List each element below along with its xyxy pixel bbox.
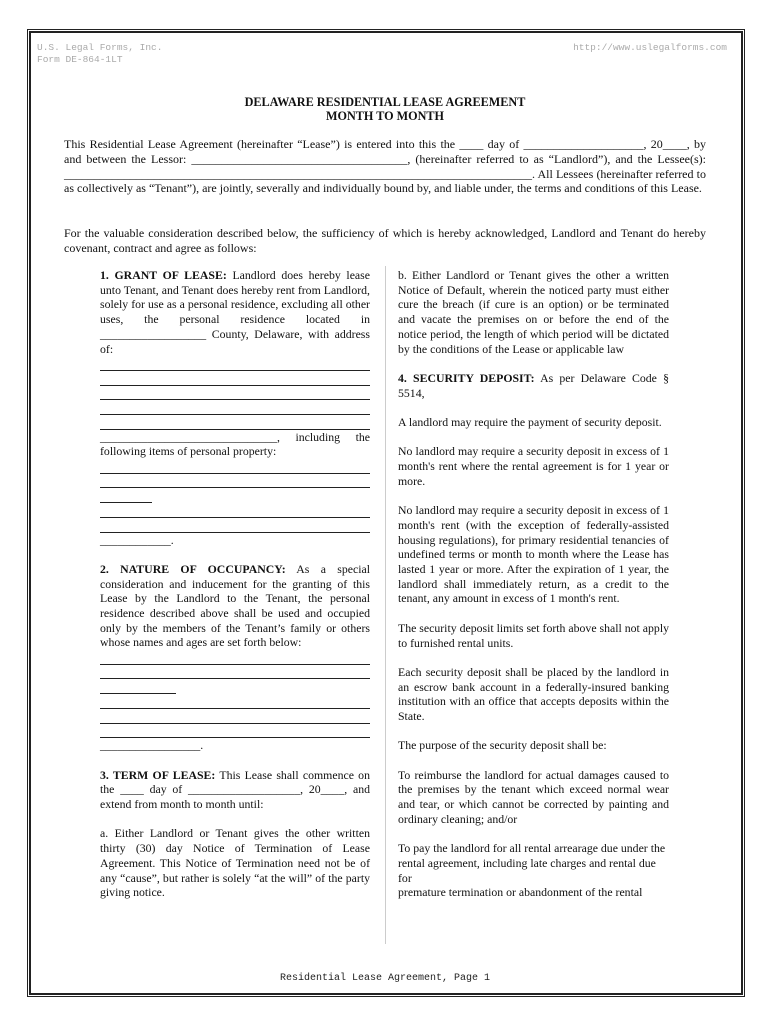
- spacer: [398, 650, 669, 665]
- deposit-purpose-heading: The purpose of the security deposit shall be:: [398, 738, 607, 753]
- occupant-line-6[interactable]: [100, 724, 370, 739]
- deposit-purpose-arrearage-cont: premature termination or abandonment of the rental: [398, 885, 643, 900]
- intro-paragraph: This Residential Lease Agreement (hereinafter “Lease”) is entered into this the ____ day of ____________________, 20____, by and between the Lessor: ____________________________________, (hereinafter referred to as “Landlord”), and the Lessee(s): ______________________________________________________________________________. All Lessees (hereinafter referred to as collectively as “Tenant”), are jointly, severally and individually bound by, and liable under, the terms and conditions of this Lease.: [64, 137, 706, 196]
- column-divider: [385, 266, 386, 944]
- spacer: [398, 489, 669, 504]
- spacer: [398, 356, 669, 371]
- occupant-line-1[interactable]: [100, 650, 370, 665]
- deposit-purpose-damages: To reimburse the landlord for actual damages caused to the premises by the tenant which exceed normal wear and tear, or which cannot be corrected by painting and ordinary cleaning; and/or: [398, 767, 669, 826]
- deposit-paragraph-b: No landlord may require a security deposit in excess of 1 month's rent where the rental agreement is for 1 year or more.: [398, 444, 669, 488]
- spacer: [398, 430, 669, 445]
- section-nature-of-occupancy: [100, 562, 370, 650]
- property-line-1[interactable]: [100, 459, 370, 474]
- company-name: U.S. Legal Forms, Inc.: [37, 42, 163, 53]
- document-subtitle: MONTH TO MONTH: [325, 109, 445, 123]
- section-2-end: _________________.: [100, 738, 204, 753]
- section-3-heading: 3. TERM OF LEASE:: [100, 767, 216, 782]
- section-4-heading: 4. SECURITY DEPOSIT:: [398, 370, 535, 385]
- section-4-body: As per Delaware Code § 5514,: [398, 370, 669, 400]
- deposit-paragraph-a: A landlord may require the payment of security deposit.: [398, 415, 662, 429]
- section-term-of-lease: [100, 768, 370, 812]
- section-3-clause-b: b. Either Landlord or Tenant gives the other a written Notice of Default, wherein the noticed party must either cure the breach (if cure is an option) or be terminated and vacate the premises on or before the end of the notice period, the length of which period will be dictated by the conditions of the Lease or applicable law: [398, 268, 669, 356]
- spacer: [398, 724, 669, 739]
- section-security-deposit: [398, 371, 669, 400]
- address-line-3[interactable]: [100, 386, 370, 401]
- spacer: [398, 606, 669, 621]
- right-column: [398, 268, 669, 900]
- deposit-purpose-arrearage: To pay the landlord for all rental arrearage due under the rental agreement, including late charges and rental due for: [398, 841, 666, 885]
- section-2-body: As a special consideration and inducement for the granting of this Lease by the Landlord to the Tenant, the personal residence described above shall be used and occupied only by the members of the Tenant’s family or others whose names and ages are set forth below:: [100, 561, 370, 650]
- document-title: DELAWARE RESIDENTIAL LEASE AGREEMENT: [244, 95, 526, 109]
- deposit-paragraph-e: Each security deposit shall be placed by the landlord in an escrow bank account in a federally-insured banking institution with an office that accepts deposits within the State.: [398, 664, 669, 723]
- section-1-end: ____________.: [100, 532, 174, 547]
- address-line-4[interactable]: [100, 400, 370, 415]
- section-grant-of-lease: [100, 268, 370, 356]
- spacer: [398, 827, 669, 842]
- spacer: [100, 547, 370, 562]
- section-3-clause-a: a. Either Landlord or Tenant gives the other written thirty (30) day Notice of Termination of Lease Agreement. This Notice of Termination need not be of any “cause”, but rather is solely “at the will” of the party giving notice.: [100, 826, 370, 900]
- page-footer: Residential Lease Agreement, Page 1: [279, 973, 491, 984]
- spacer: [398, 753, 669, 768]
- header-left: [37, 42, 162, 66]
- deposit-paragraph-c: No landlord may require a security deposit in excess of 1 month's rent (with the exception of federally-assisted housing regulations), for primary residential tenancies of undefined terms or month to month where the Lease has lasted 1 year or more. After the expiration of 1 year, the landlord shall immediately return, as a credit to the tenant, any amount in excess of 1 month's rent.: [398, 503, 669, 606]
- section-2-heading: 2. NATURE OF OCCUPANCY:: [100, 561, 286, 576]
- property-line-4[interactable]: [100, 503, 370, 518]
- address-line-5[interactable]: [100, 415, 370, 430]
- property-line-3[interactable]: [100, 488, 152, 503]
- address-line-1[interactable]: [100, 356, 370, 371]
- address-line-2[interactable]: [100, 371, 370, 386]
- left-column: [100, 268, 370, 900]
- form-id: Form DE-864-1LT: [37, 54, 123, 65]
- occupant-line-3[interactable]: [100, 679, 176, 694]
- property-line-2[interactable]: [100, 474, 370, 489]
- spacer: [100, 812, 370, 827]
- occupant-line-2[interactable]: [100, 665, 370, 680]
- section-1-heading: 1. GRANT OF LEASE:: [100, 268, 227, 282]
- deposit-paragraph-d: The security deposit limits set forth above shall not apply to furnished rental units.: [398, 620, 669, 650]
- header-url: http://www.uslegalforms.com: [573, 42, 727, 53]
- consideration-paragraph: For the valuable consideration described below, the sufficiency of which is hereby acknowledged, Landlord and Tenant do hereby covenant, contract and agree as follows:: [64, 226, 706, 255]
- section-3-body: This Lease shall commence on the ____ day of ___________________, 20____, and extend from month to month until:: [100, 767, 370, 812]
- spacer: [100, 753, 370, 768]
- property-line-5[interactable]: [100, 518, 370, 533]
- spacer: [398, 400, 669, 415]
- section-1-body: Landlord does hereby lease unto Tenant, and Tenant does hereby rent from Landlord, solely for use as a personal residence, excluding all other uses, the personal residence located in __________________ County, Delaware, with address of:: [100, 268, 370, 356]
- section-1-including: ______________________________, including the following items of personal property:: [100, 429, 370, 459]
- occupant-line-5[interactable]: [100, 709, 370, 724]
- occupant-line-4[interactable]: [100, 694, 370, 709]
